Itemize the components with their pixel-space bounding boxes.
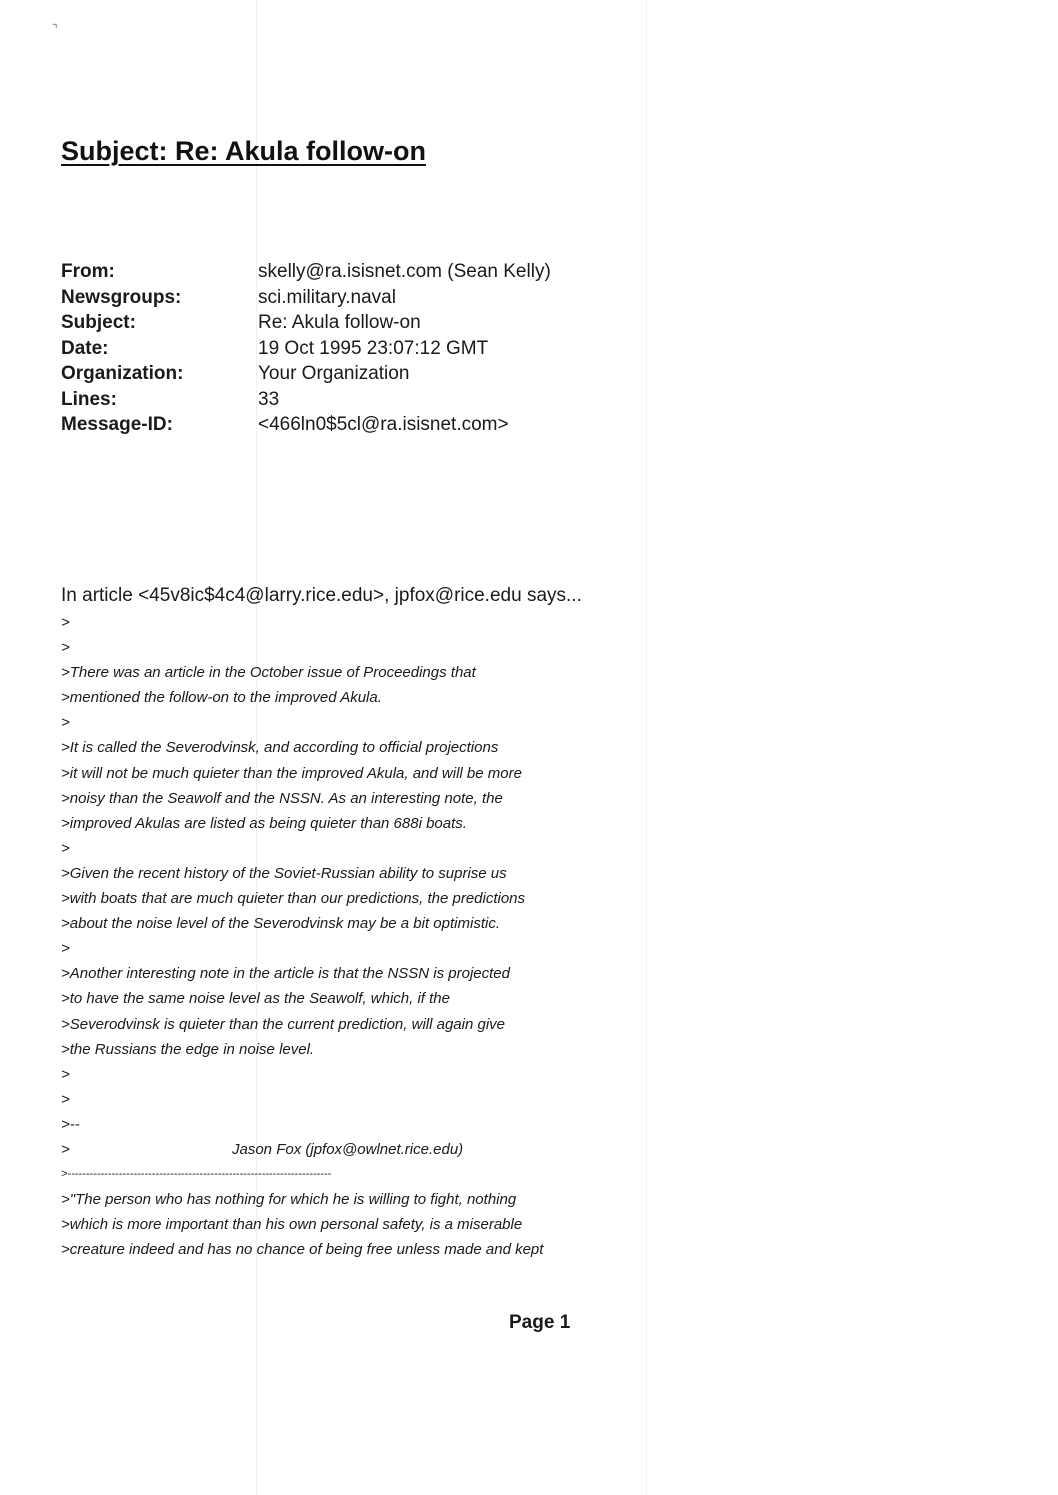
header-value: <466ln0$5cl@ra.isisnet.com> [258,414,509,435]
header-key: From: [61,261,115,282]
quoted-line: >to have the same noise level as the Seawolf, which, if the [61,990,450,1008]
page-number: Page 1 [509,1312,571,1333]
quoted-line: >It is called the Severodvinsk, and according to official projections [61,739,499,757]
quoted-line: > [61,940,70,958]
quoted-line: >Given the recent history of the Soviet-Russian ability to suprise us [61,864,507,882]
quoted-line: >There was an article in the October issue of Proceedings that [61,664,476,682]
quoted-line: >about the noise level of the Severodvinsk may be a bit optimistic. [61,915,500,933]
header-value: sci.military.naval [258,286,396,308]
header-key: Organization: [61,363,184,384]
header-value: Re: Akula follow-on [258,312,421,333]
quoted-message-body [61,610,543,1262]
quoted-line: >it will not be much quieter than the improved Akula, and will be more [61,764,522,782]
quoted-line: >improved Akulas are listed as being quieter than 688i boats. [61,814,467,832]
header-value: Your Organization [258,363,410,384]
quoted-line: >mentioned the follow-on to the improved Akula. [61,689,382,707]
header-key: Subject: [61,312,136,333]
header-value: skelly@ra.isisnet.com (Sean Kelly) [258,261,551,282]
signature-prefix: > [61,1140,70,1158]
quoted-line: >the Russians the edge in noise level. [61,1040,315,1058]
quote-line: >creature indeed and has no chance of being free unless made and kept [61,1241,544,1259]
header-key: Lines: [61,388,117,410]
page-title: Subject: Re: Akula follow-on [61,136,427,166]
signature-line [61,1137,543,1162]
header-key: Date: [61,337,109,359]
separator-line: >------------------------------------------------------------------------ [61,1168,332,1181]
quoted-line: >noisy than the Seawolf and the NSSN. As an interesting note, the [61,789,503,807]
quoted-line: > [61,639,70,657]
header-value: 19 Oct 1995 23:07:12 GMT [258,337,489,359]
header-key: Newsgroups: [61,286,182,308]
scan-artifact-line [646,0,647,1495]
quoted-line: > [61,614,70,631]
quoted-line: > [61,714,70,732]
article-intro: In article <45v8ic$4c4@larry.rice.edu>, jpfox@rice.edu says... [61,585,582,606]
quoted-line: > [61,1090,70,1108]
signature-name: Jason Fox (jpfox@owlnet.rice.edu) [232,1140,464,1158]
quoted-line: >Severodvinsk is quieter than the current prediction, will again give [61,1015,505,1033]
quote-line: >"The person who has nothing for which he is willing to fight, nothing [61,1191,517,1209]
quoted-line: > [61,1065,70,1083]
header-key: Message-ID: [61,414,173,435]
quoted-line: >-- [61,1115,80,1133]
quoted-line: > [61,839,70,857]
scan-speck-mark: ⌝ [52,22,58,36]
quote-line: >which is more important than his own personal safety, is a miserable [61,1216,523,1234]
quoted-line: >Another interesting note in the article is that the NSSN is projected [61,965,510,983]
header-value: 33 [258,388,280,410]
quoted-line: >with boats that are much quieter than our predictions, the predictions [61,890,526,908]
